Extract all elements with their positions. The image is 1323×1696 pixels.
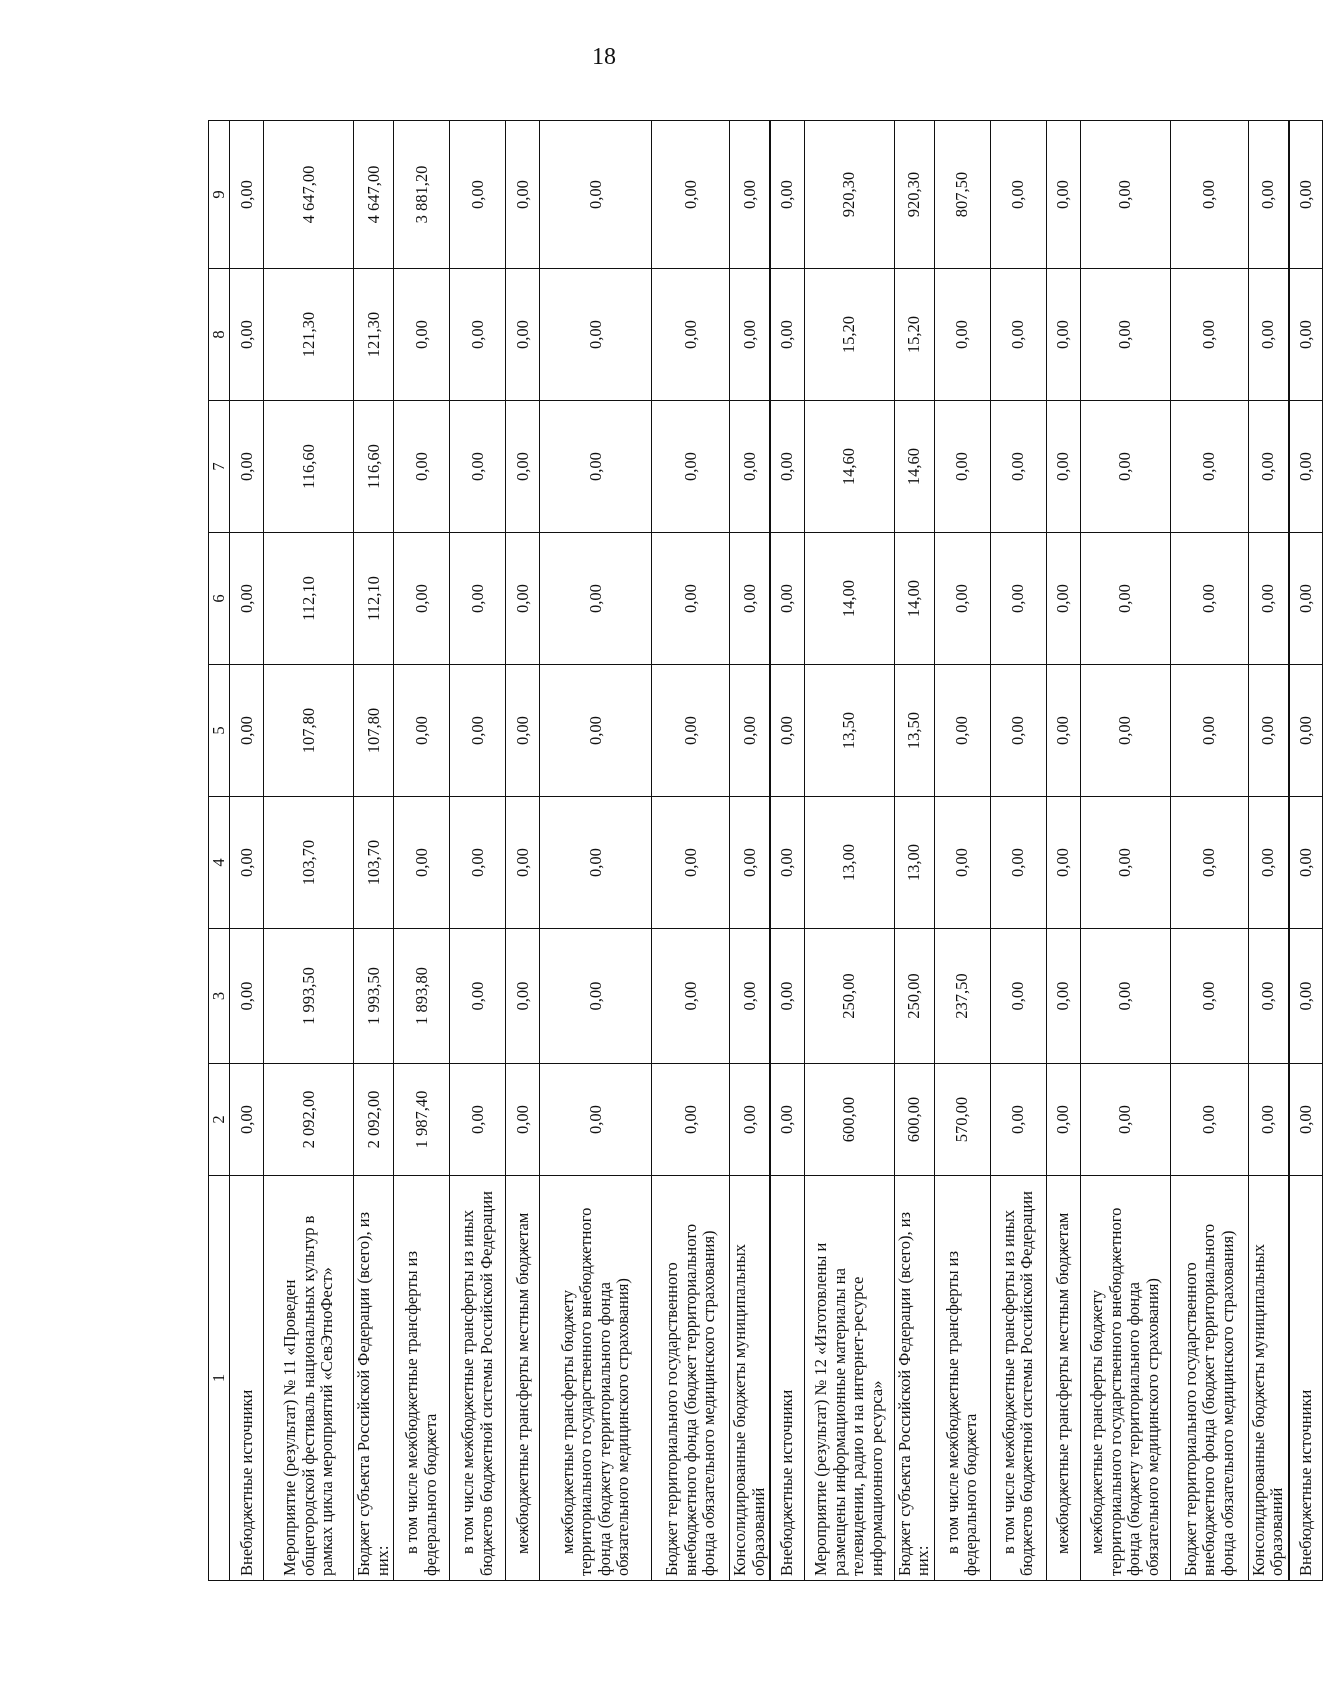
row-label-cell: в том числе межбюджетные трансферты из иных бюджетов бюджетной системы Российской Федерации [990,1176,1046,1581]
table-row [652,121,730,1581]
table-row [934,121,990,1581]
value-cell: 0,00 [1248,665,1288,797]
value-cell: 0,00 [1046,269,1080,401]
value-cell: 0,00 [770,665,804,797]
table-row [1170,121,1248,1581]
value-cell: 600,00 [894,1064,934,1176]
value-cell: 0,00 [1046,797,1080,929]
value-cell: 13,50 [894,665,934,797]
value-cell: 0,00 [1170,797,1248,929]
value-cell: 1 987,40 [394,1064,450,1176]
value-cell: 0,00 [770,533,804,665]
row-label-cell: Внебюджетные источники [770,1176,804,1581]
header-cell: 9 [209,121,230,269]
row-label-cell: Бюджет территориального государственного внебюджетного фонда (бюджет территориального фонда обязательного медицинского страхования) [652,1176,730,1581]
value-cell: 0,00 [730,401,770,533]
value-cell: 0,00 [450,121,506,269]
value-cell: 13,00 [894,797,934,929]
value-cell: 0,00 [730,1064,770,1176]
value-cell: 0,00 [1289,1064,1323,1176]
value-cell: 0,00 [934,797,990,929]
value-cell: 14,00 [804,533,894,665]
value-cell: 0,00 [1080,121,1170,269]
row-label-cell: Мероприятие (результат) № 12 «Изготовлены и размещены информационные материалы на телевидении, радио и на интернет-ресурсе информационного ресурса» [804,1176,894,1581]
value-cell: 0,00 [394,401,450,533]
value-cell: 0,00 [990,1064,1046,1176]
table-row [730,121,770,1581]
value-cell: 0,00 [506,797,540,929]
value-cell: 0,00 [1248,1064,1288,1176]
value-cell: 0,00 [230,533,264,665]
value-cell: 0,00 [1080,797,1170,929]
value-cell: 2 092,00 [354,1064,394,1176]
header-cell: 3 [209,929,230,1064]
value-cell: 0,00 [990,401,1046,533]
value-cell: 807,50 [934,121,990,269]
value-cell: 0,00 [1248,269,1288,401]
value-cell: 0,00 [450,533,506,665]
value-cell: 0,00 [540,533,652,665]
value-cell: 0,00 [770,401,804,533]
value-cell: 0,00 [1046,929,1080,1064]
value-cell: 0,00 [1170,121,1248,269]
value-cell: 3 881,20 [394,121,450,269]
value-cell: 0,00 [990,797,1046,929]
value-cell: 0,00 [1248,121,1288,269]
value-cell: 0,00 [770,929,804,1064]
value-cell: 0,00 [540,929,652,1064]
value-cell: 0,00 [394,269,450,401]
value-cell: 0,00 [1248,929,1288,1064]
value-cell: 0,00 [1080,401,1170,533]
value-cell: 0,00 [1080,269,1170,401]
value-cell: 0,00 [1248,797,1288,929]
table-row [894,121,934,1581]
value-cell: 0,00 [770,797,804,929]
value-cell: 1 993,50 [354,929,394,1064]
value-cell: 0,00 [1289,797,1323,929]
table-row [770,121,804,1581]
value-cell: 0,00 [652,269,730,401]
row-label-cell: Внебюджетные источники [1289,1176,1323,1581]
value-cell: 0,00 [506,1064,540,1176]
value-cell: 15,20 [804,269,894,401]
value-cell: 1 893,80 [394,929,450,1064]
value-cell: 103,70 [264,797,354,929]
value-cell: 0,00 [1046,401,1080,533]
value-cell: 0,00 [1289,121,1323,269]
value-cell: 0,00 [990,121,1046,269]
value-cell: 0,00 [506,401,540,533]
row-label-cell: Бюджет территориального государственного внебюджетного фонда (бюджет территориального фонда обязательного медицинского страхования) [1170,1176,1248,1581]
value-cell: 13,00 [804,797,894,929]
value-cell: 0,00 [506,533,540,665]
rotated-table-container [208,121,1315,1581]
page-number: 18 [592,44,616,70]
value-cell: 0,00 [1170,1064,1248,1176]
value-cell: 0,00 [506,121,540,269]
value-cell: 4 647,00 [354,121,394,269]
value-cell: 0,00 [1046,121,1080,269]
value-cell: 15,20 [894,269,934,401]
value-cell: 0,00 [1170,533,1248,665]
value-cell: 0,00 [1289,533,1323,665]
value-cell: 0,00 [1289,929,1323,1064]
row-label-cell: межбюджетные трансферты бюджету территориального государственного внебюджетного фонда (бюджету территориального фонда обязательного медицинского страхования) [540,1176,652,1581]
table-row [990,121,1046,1581]
value-cell: 237,50 [934,929,990,1064]
row-label-cell: Внебюджетные источники [230,1176,264,1581]
value-cell: 0,00 [730,665,770,797]
table-row [1248,121,1288,1581]
value-cell: 0,00 [730,533,770,665]
value-cell: 0,00 [652,401,730,533]
value-cell: 0,00 [540,797,652,929]
value-cell: 0,00 [230,797,264,929]
value-cell: 0,00 [1080,929,1170,1064]
header-cell: 8 [209,269,230,401]
value-cell: 0,00 [230,401,264,533]
value-cell: 920,30 [894,121,934,269]
value-cell: 121,30 [354,269,394,401]
value-cell: 0,00 [1046,1064,1080,1176]
value-cell: 0,00 [450,401,506,533]
value-cell: 0,00 [1170,269,1248,401]
table-row [450,121,506,1581]
value-cell: 0,00 [652,533,730,665]
value-cell: 600,00 [804,1064,894,1176]
row-label-cell: в том числе межбюджетные трансферты из федерального бюджета [394,1176,450,1581]
value-cell: 0,00 [770,121,804,269]
value-cell: 112,10 [264,533,354,665]
value-cell: 0,00 [450,929,506,1064]
row-label-cell: Бюджет субъекта Российской Федерации (всего), из них: [354,1176,394,1581]
value-cell: 107,80 [354,665,394,797]
row-label-cell: межбюджетные трансферты местным бюджетам [1046,1176,1080,1581]
table-row [506,121,540,1581]
row-label-cell: в том числе межбюджетные трансферты из иных бюджетов бюджетной системы Российской Федерации [450,1176,506,1581]
value-cell: 13,50 [804,665,894,797]
table-row [1046,121,1080,1581]
value-cell: 0,00 [652,797,730,929]
value-cell: 570,00 [934,1064,990,1176]
header-cell: 7 [209,401,230,533]
value-cell: 0,00 [934,269,990,401]
value-cell: 0,00 [990,533,1046,665]
value-cell: 116,60 [354,401,394,533]
value-cell: 116,60 [264,401,354,533]
table-body [209,121,1323,1581]
value-cell: 0,00 [540,1064,652,1176]
value-cell: 0,00 [934,401,990,533]
value-cell: 103,70 [354,797,394,929]
value-cell: 107,80 [264,665,354,797]
row-label-cell: Консолидированные бюджеты муниципальных образований [1248,1176,1288,1581]
table-row [804,121,894,1581]
value-cell: 0,00 [652,121,730,269]
value-cell: 0,00 [230,1064,264,1176]
value-cell: 0,00 [730,797,770,929]
row-label-cell: Мероприятие (результат) № 11 «Проведен общегородской фестиваль национальных культур в рамках цикла мероприятий «СевЭтноФест» [264,1176,354,1581]
value-cell: 0,00 [506,665,540,797]
value-cell: 0,00 [770,269,804,401]
value-cell: 0,00 [730,269,770,401]
value-cell: 0,00 [1289,401,1323,533]
value-cell: 0,00 [990,665,1046,797]
value-cell: 0,00 [450,1064,506,1176]
value-cell: 0,00 [730,929,770,1064]
value-cell: 0,00 [1046,665,1080,797]
value-cell: 0,00 [1289,665,1323,797]
value-cell: 0,00 [394,665,450,797]
value-cell: 0,00 [506,269,540,401]
value-cell: 0,00 [730,121,770,269]
value-cell: 4 647,00 [264,121,354,269]
value-cell: 0,00 [934,533,990,665]
value-cell: 250,00 [894,929,934,1064]
value-cell: 0,00 [450,797,506,929]
table-row [394,121,450,1581]
header-cell: 5 [209,665,230,797]
value-cell: 14,00 [894,533,934,665]
value-cell: 0,00 [1170,929,1248,1064]
value-cell: 920,30 [804,121,894,269]
value-cell: 0,00 [230,121,264,269]
table-row [540,121,652,1581]
value-cell: 0,00 [652,665,730,797]
value-cell: 0,00 [1046,533,1080,665]
row-label-cell: межбюджетные трансферты бюджету территориального государственного внебюджетного фонда (бюджету территориального фонда обязательного медицинского страхования) [1080,1176,1170,1581]
row-label-cell: в том числе межбюджетные трансферты из федерального бюджета [934,1176,990,1581]
value-cell: 112,10 [354,533,394,665]
value-cell: 0,00 [540,269,652,401]
value-cell: 0,00 [230,929,264,1064]
value-cell: 0,00 [652,929,730,1064]
value-cell: 250,00 [804,929,894,1064]
value-cell: 0,00 [1289,269,1323,401]
header-cell: 4 [209,797,230,929]
value-cell: 0,00 [1170,665,1248,797]
header-cell: 1 [209,1176,230,1581]
value-cell: 0,00 [1080,1064,1170,1176]
header-cell: 6 [209,533,230,665]
value-cell: 0,00 [1248,533,1288,665]
budget-table [208,120,1323,1581]
value-cell: 0,00 [540,121,652,269]
value-cell: 0,00 [230,665,264,797]
value-cell: 0,00 [652,1064,730,1176]
table-row [1080,121,1170,1581]
value-cell: 0,00 [1170,401,1248,533]
value-cell: 0,00 [934,665,990,797]
value-cell: 0,00 [770,1064,804,1176]
table-row [1289,121,1323,1581]
table-header-row [209,121,230,1581]
value-cell: 1 993,50 [264,929,354,1064]
table-row [264,121,354,1581]
value-cell: 0,00 [1080,533,1170,665]
value-cell: 0,00 [540,665,652,797]
value-cell: 0,00 [506,929,540,1064]
table-row [230,121,264,1581]
header-cell: 2 [209,1064,230,1176]
value-cell: 0,00 [230,269,264,401]
value-cell: 0,00 [450,269,506,401]
value-cell: 0,00 [450,665,506,797]
row-label-cell: межбюджетные трансферты местным бюджетам [506,1176,540,1581]
value-cell: 14,60 [894,401,934,533]
value-cell: 0,00 [394,797,450,929]
value-cell: 2 092,00 [264,1064,354,1176]
table-row [354,121,394,1581]
value-cell: 0,00 [990,929,1046,1064]
value-cell: 0,00 [990,269,1046,401]
value-cell: 0,00 [394,533,450,665]
row-label-cell: Бюджет субъекта Российской Федерации (всего), из них: [894,1176,934,1581]
value-cell: 14,60 [804,401,894,533]
value-cell: 121,30 [264,269,354,401]
value-cell: 0,00 [1080,665,1170,797]
value-cell: 0,00 [540,401,652,533]
value-cell: 0,00 [1248,401,1288,533]
row-label-cell: Консолидированные бюджеты муниципальных образований [730,1176,770,1581]
